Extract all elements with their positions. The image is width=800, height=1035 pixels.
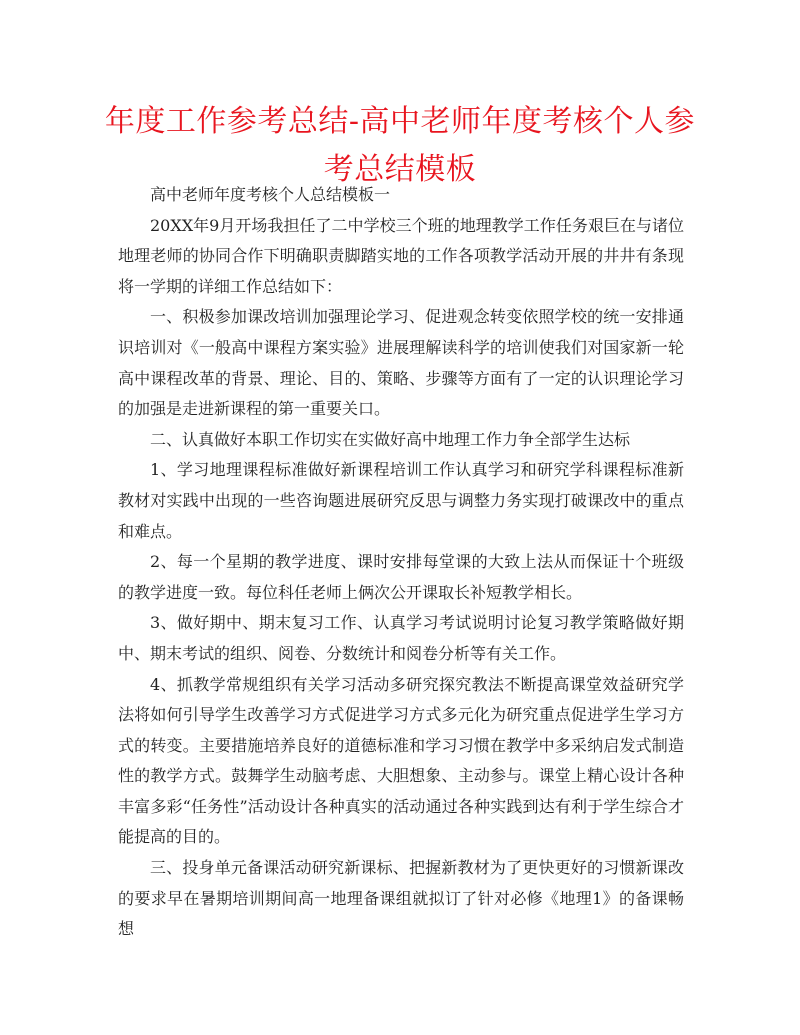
paragraph-item-3: 3、做好期中、期末复习工作、认真学习考试说明讨论复习教学策略做好期中、期末考试的组织、阅卷、分数统计和阅卷分析等有关工作。 [118, 613, 684, 663]
document-title: 年度工作参考总结-高中老师年度考核个人参考总结模板 [104, 104, 696, 187]
paragraph-section-2: 二、认真做好本职工作切实在实做好高中地理工作力争全部学生达标 [150, 429, 631, 449]
paragraph-item-4: 4、抓教学常规组织有关学习活动多研究探究教法不断提高课堂效益研究学法将如何引导学生改善学习方式促进学习方式多元化为研究重点促进学生学习方式的转变。主要措施培养良好的道德标准和学习习惯在教学中多采纳启发式制造性的教学方式。鼓舞学生动脑考虑、大胆想象、主动参与。课堂上精心设计各种丰富多彩“任务性”活动设计各种真实的活动通过各种实践到达有利于学生综合才能提高的目的。 [118, 674, 684, 847]
paragraph-subtitle: 高中老师年度考核个人总结模板一 [150, 185, 391, 204]
paragraph-section-1: 一、积极参加课改培训加强理论学习、促进观念转变依照学校的统一安排通识培训对《一般高中课程方案实验》进展理解读科学的培训使我们对国家新一轮高中课程改革的背景、理论、目的、策略、步骤等方面有了一定的认识理论学习的加强是走进新课程的第一重要关口。 [118, 307, 684, 419]
paragraph-item-2: 2、每一个星期的教学进度、课时安排每堂课的大致上法从而保证十个班级的教学进度一致。每位科任老师上俩次公开课取长补短教学相长。 [118, 552, 684, 602]
paragraph-section-3: 三、投身单元备课活动研究新课标、把握新教材为了更快更好的习惯新课改的要求早在暑期培训期间高一地理备课组就拟订了针对必修《地理1》的备课畅想 [118, 858, 684, 939]
paragraph-intro: 20XX年9月开场我担任了二中学校三个班的地理教学工作任务艰巨在与诸位地理老师的协同合作下明确职责脚踏实地的工作各项教学活动开展的井井有条现将一学期的详细工作总结如下： [118, 215, 684, 296]
paragraph-item-1: 1、学习地理课程标准做好新课程培训工作认真学习和研究学科课程标准新教材对实践中出现的一些咨询题进展研究反思与调整力务实现打破课改中的重点和难点。 [118, 460, 684, 541]
document-body [118, 180, 684, 945]
